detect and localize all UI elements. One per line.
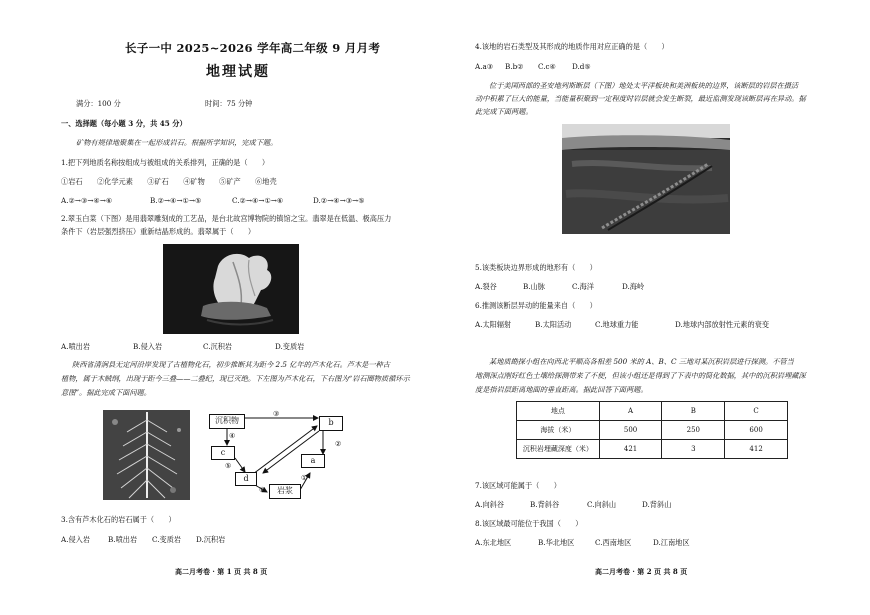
node-d: d xyxy=(235,472,257,486)
label-2: ② xyxy=(335,440,342,448)
table-cell: 250 xyxy=(662,421,725,440)
q6-option-b: B.太阳活动 xyxy=(535,320,572,329)
q1-items: ①岩石 ②化学元素 ③矿石 ④矿物 ⑤矿产 ⑥地壳 xyxy=(61,177,277,186)
q2-option-d: D.变质岩 xyxy=(275,342,305,351)
rock-cycle-diagram xyxy=(205,410,355,502)
q1-stem: 1.把下列地质名称按组成与被组成的关系排列，正确的是（ ） xyxy=(61,158,270,167)
section-intro: 矿物有规律地聚集在一起形成岩石。根据所学知识，完成下题。 xyxy=(76,138,278,147)
table-cell: 沉积岩埋藏深度（米） xyxy=(517,440,600,459)
table-cell: 500 xyxy=(599,421,662,440)
q5-option-d: D.海岭 xyxy=(622,282,645,291)
depth-table xyxy=(516,401,788,459)
exam-title: 长子一中 2025~2026 学年高二年级 9 月月考 xyxy=(125,41,381,55)
subject-title: 地理试题 xyxy=(206,64,270,80)
q3-stem: 3.含有芦木化石的岩石属于（ ） xyxy=(61,515,176,524)
jade-cabbage-photo xyxy=(163,244,299,334)
san-andreas-fault-photo xyxy=(562,124,730,234)
q5-option-c: C.海洋 xyxy=(572,282,594,291)
label-5: ⑤ xyxy=(225,462,232,470)
q2-option-b: B.侵入岩 xyxy=(133,342,163,351)
table-cell: 3 xyxy=(662,440,725,459)
passage1-line2: 植物，属于木贼纲，出现于距今三叠——二叠纪，现已灭绝。下左图为芦木化石，下右图为“岩石圈物质循环示 xyxy=(61,374,410,383)
q3-option-b: B.喷出岩 xyxy=(108,535,138,544)
passage3-line2: 地测深点刚好红色土壤给探测带来了不便，但该小组还是得到了下表中的简化数据，其中的沉积岩埋藏深 xyxy=(475,371,806,380)
table-header-cell: C xyxy=(725,402,788,421)
page-footer-right: 高二月考卷 · 第 2 页 共 8 页 xyxy=(595,567,688,576)
q6-option-c: C.地球重力能 xyxy=(595,320,639,329)
q8-option-a: A.东北地区 xyxy=(475,538,512,547)
q1-option-d: D.②→④→③→⑤ xyxy=(313,196,365,205)
passage1-line1: 陕西省清涧县无定河沿岸发现了古植物化石，初步推断其为距今 2.5 亿年的芦木化石。芦木是一种古 xyxy=(72,360,390,369)
passage2-line2: 动中积累了巨大的能量，当能量积聚到一定程度时岩层就会发生断裂，最近监测发现该断层再在异动。据 xyxy=(475,94,806,103)
q4-stem: 4.该地的岩石类型及其形成的地质作用对应正确的是（ ） xyxy=(475,42,669,51)
time-info: 时间：75 分钟 xyxy=(205,99,253,108)
q2-option-c: C.沉积岩 xyxy=(203,342,233,351)
table-row xyxy=(517,421,788,440)
page-2 xyxy=(435,0,870,615)
node-a: a xyxy=(301,454,325,468)
table-cell: 600 xyxy=(725,421,788,440)
label-6: ⑥ xyxy=(259,486,266,494)
q3-option-c: C.变质岩 xyxy=(152,535,182,544)
table-cell: 海拔（米） xyxy=(517,421,600,440)
q2-stem-line2: 条件下（岩层强烈挤压）重新结晶形成的。翡翠属于（ ） xyxy=(61,227,256,236)
q5-option-b: B.山脉 xyxy=(523,282,545,291)
table-row xyxy=(517,440,788,459)
q7-stem: 7.该区域可能属于（ ） xyxy=(475,481,561,490)
score-info: 满分：100 分 xyxy=(76,99,121,108)
label-4: ④ xyxy=(229,432,236,440)
table-cell: 412 xyxy=(725,440,788,459)
q1-option-c: C.②→④→①→⑥ xyxy=(232,196,284,205)
node-magma: 岩浆 xyxy=(269,484,301,499)
calamites-fossil-photo xyxy=(103,410,190,500)
table-cell: 421 xyxy=(599,440,662,459)
q3-option-a: A.侵入岩 xyxy=(61,535,91,544)
q6-option-a: A.太阳辐射 xyxy=(475,320,512,329)
q8-stem: 8.该区域最可能位于我国（ ） xyxy=(475,519,583,528)
node-c: c xyxy=(211,446,235,460)
node-sediment: 沉积物 xyxy=(209,414,245,429)
label-3: ③ xyxy=(273,410,280,418)
q4-option-b: B.b② xyxy=(505,62,524,71)
q7-option-d: D.背斜山 xyxy=(642,500,672,509)
q2-option-a: A.喷出岩 xyxy=(61,342,91,351)
q1-option-a: A.②→③→④→⑥ xyxy=(61,196,113,205)
q5-option-a: A.裂谷 xyxy=(475,282,497,291)
q6-stem: 6.推测该断层异动的能量来自（ ） xyxy=(475,301,597,310)
q8-option-c: C.西南地区 xyxy=(595,538,632,547)
q4-option-d: D.d⑤ xyxy=(572,62,591,71)
passage2-line1: 位于美国西部的圣安地列斯断层（下图）地处太平洋板块和美洲板块的边界，该断层的岩层在摄活 xyxy=(489,81,799,90)
q1-option-b: B.②→④→①→⑤ xyxy=(150,196,202,205)
q8-option-d: D.江南地区 xyxy=(653,538,690,547)
passage3-line1: 某地质勘探小组在向西北平顺高各相差 500 米的 A、B、C 三地对某沉积岩层进行探测。不管当 xyxy=(489,357,794,366)
passage2-line3: 此完成下面两题。 xyxy=(475,107,533,116)
table-header-row xyxy=(517,402,788,421)
table-header-cell: 地点 xyxy=(517,402,600,421)
q8-option-b: B.华北地区 xyxy=(538,538,575,547)
table-header-cell: A xyxy=(599,402,662,421)
q7-option-b: B.背斜谷 xyxy=(530,500,560,509)
q6-option-d: D.地球内部放射性元素的衰变 xyxy=(675,320,770,329)
q7-option-c: C.向斜山 xyxy=(587,500,617,509)
section-heading: 一、选择题（每小题 3 分，共 45 分） xyxy=(61,119,187,128)
label-1: ① xyxy=(301,474,308,482)
page-footer-left: 高二月考卷 · 第 1 页 共 8 页 xyxy=(175,567,268,576)
q4-option-a: A.a③ xyxy=(475,62,494,71)
passage1-line3: 意图”。据此完成下面问题。 xyxy=(61,388,151,397)
q3-option-d: D.沉积岩 xyxy=(196,535,226,544)
passage3-line3: 度是指岩层距离地面的垂直距离。据此回答下面两题。 xyxy=(475,385,648,394)
table-header-cell: B xyxy=(662,402,725,421)
node-b: b xyxy=(319,416,343,431)
q5-stem: 5.该类板块边界形成的地形有（ ） xyxy=(475,263,597,272)
q7-option-a: A.向斜谷 xyxy=(475,500,505,509)
q4-option-c: C.c④ xyxy=(538,62,556,71)
q2-stem-line1: 2.翠玉白菜（下图）是用翡翠雕刻成的工艺品，是台北故宫博物院的镇馆之宝。翡翠是在低温、极高压力 xyxy=(61,214,392,223)
